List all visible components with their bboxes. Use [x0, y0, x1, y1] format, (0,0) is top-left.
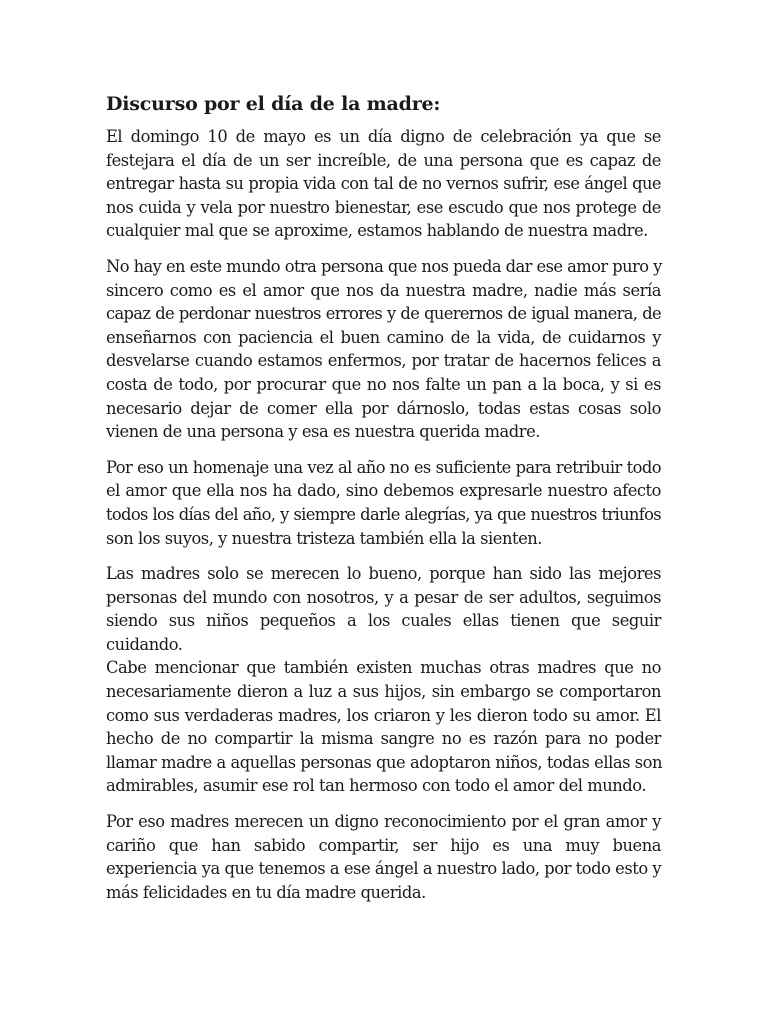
text-line: Cabe mencionar que también existen muchas otras madres que no: [106, 658, 661, 678]
text-line: entregar hasta su propia vida con tal de no vernos sufrir, ese ángel que: [106, 174, 661, 194]
text-line: hecho de no compartir la misma sangre no es razón para no poder: [106, 729, 661, 749]
paragraph-5: [106, 656, 661, 798]
paragraph-3: [106, 456, 661, 550]
text-line: necesariamente dieron a luz a sus hijos, sin embargo se comportaron: [106, 682, 661, 702]
paragraph-2: [106, 255, 661, 444]
text-line: costa de todo, por procurar que no nos falte un pan a la boca, y si es: [106, 374, 661, 394]
text-line: vienen de una persona y esa es nuestra querida madre.: [106, 422, 541, 442]
text-line: como sus verdaderas madres, los criaron y les dieron todo su amor. El: [106, 705, 661, 725]
text-line: Por eso un homenaje una vez al año no es suficiente para retribuir todo: [106, 457, 661, 477]
text-line: desvelarse cuando estamos enfermos, por tratar de hacernos felices a: [106, 351, 661, 371]
text-line: todos los días del año, y siempre darle alegrías, ya que nuestros triunfos: [106, 504, 661, 524]
document-title: Discurso por el día de la madre:: [106, 93, 441, 115]
text-line: El domingo 10 de mayo es un día digno de celebración ya que se: [106, 127, 661, 146]
document-body: [106, 86, 661, 916]
text-line: No hay en este mundo otra persona que nos pueda dar ese amor puro y: [106, 256, 662, 276]
text-line: personas del mundo con nosotros, y a pesar de ser adultos, seguimos: [106, 587, 661, 607]
text-line: siendo sus niños pequeños a los cuales ellas tienen que seguir: [106, 611, 661, 631]
text-line: enseñarnos con paciencia el buen camino de la vida, de cuidarnos y: [106, 327, 661, 347]
text-line: son los suyos, y nuestra tristeza también ella la sienten.: [106, 528, 543, 548]
text-line: necesario dejar de comer ella por dárnoslo, todas estas cosas solo: [106, 398, 661, 418]
text-line: llamar madre a aquellas personas que adoptaron niños, todas ellas son: [106, 752, 663, 772]
text-line: admirables, asumir ese rol tan hermoso con todo el amor del mundo.: [106, 776, 647, 796]
text-line: más felicidades en tu día madre querida.: [106, 882, 426, 902]
paragraph-4: [106, 562, 661, 656]
text-line: Por eso madres merecen un digno reconocimiento por el gran amor y: [106, 812, 661, 832]
text-line: capaz de perdonar nuestros errores y de querernos de igual manera, de: [106, 304, 661, 324]
text-line: cuidando.: [106, 634, 183, 654]
text-line: cualquier mal que se aproxime, estamos hablando de nuestra madre.: [106, 221, 648, 241]
text-line: festejara el día de un ser increíble, de una persona que es capaz de: [106, 150, 661, 170]
text-line: experiencia ya que tenemos a ese ángel a nuestro lado, por todo esto y: [106, 859, 662, 879]
text-line: nos cuida y vela por nuestro bienestar, ese escudo que nos protege de: [106, 197, 661, 217]
text-line: el amor que ella nos ha dado, sino debemos expresarle nuestro afecto: [106, 481, 661, 501]
text-line: sincero como es el amor que nos da nuestra madre, nadie más sería: [106, 280, 661, 300]
paragraph-1: [106, 125, 661, 243]
text-line: Las madres solo se merecen lo bueno, porque han sido las mejores: [106, 564, 661, 584]
paragraph-6: [106, 810, 661, 904]
text-line: cariño que han sabido compartir, ser hijo es una muy buena: [106, 835, 661, 855]
